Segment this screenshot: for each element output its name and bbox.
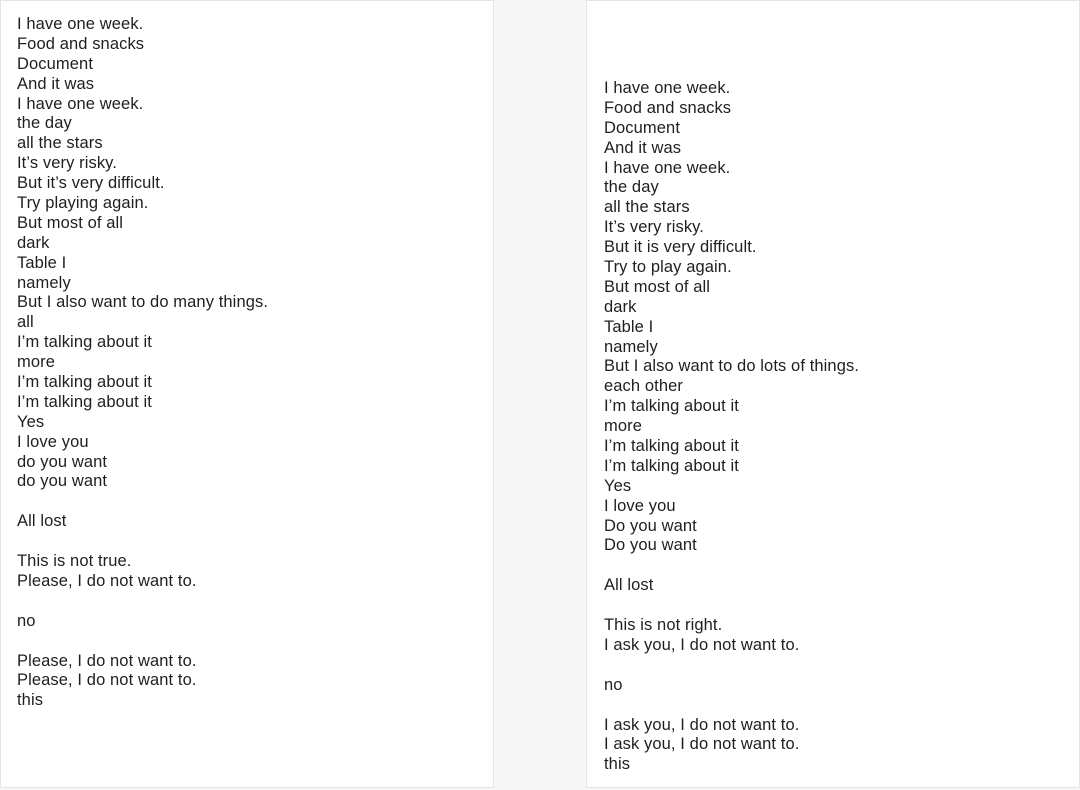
text-line: no <box>17 611 36 630</box>
text-line: this <box>604 755 631 774</box>
text-line: all the stars <box>604 198 690 217</box>
text-line: each other <box>604 377 683 396</box>
text-line: Table I <box>604 317 654 336</box>
text-line: This is not true. <box>17 552 132 571</box>
text-line: Document <box>17 54 94 73</box>
text-line: more <box>604 417 642 436</box>
text-line: And it was <box>604 138 682 157</box>
text-line: I have one week. <box>17 94 144 113</box>
text-line: I’m talking about it <box>17 392 152 411</box>
text-line: I have one week. <box>604 79 731 97</box>
text-line: It’s very risky. <box>17 154 117 173</box>
text-line <box>17 532 268 552</box>
text-line: I have one week. <box>17 15 144 33</box>
text-line: Please, I do not want to. <box>17 651 197 670</box>
text-line: It’s very risky. <box>604 218 704 237</box>
text-line: I love you <box>604 496 676 515</box>
text-line <box>604 656 859 676</box>
text-line: Yes <box>604 476 632 495</box>
text-line: Document <box>604 118 681 137</box>
text-line: I love you <box>17 432 89 451</box>
text-line <box>604 596 859 616</box>
text-line: I ask you, I do not want to. <box>604 715 800 734</box>
text-line: I’m talking about it <box>604 456 739 475</box>
text-line <box>604 696 859 716</box>
text-line: Food and snacks <box>17 34 145 53</box>
text-line <box>17 632 268 652</box>
text-line: do you want <box>17 452 108 471</box>
text-line: this <box>17 691 44 710</box>
right-text-block <box>604 79 859 775</box>
text-line: But most of all <box>604 277 711 296</box>
text-line: This is not right. <box>604 616 723 635</box>
text-line: I’m talking about it <box>17 373 152 392</box>
text-line: Yes <box>17 412 45 431</box>
text-line: I’m talking about it <box>604 397 739 416</box>
text-line: I ask you, I do not want to. <box>604 635 800 654</box>
text-line: all the stars <box>17 134 103 153</box>
text-line: But I also want to do many things. <box>17 293 269 312</box>
text-line: Table I <box>17 253 67 272</box>
text-line <box>604 556 859 576</box>
text-line: Do you want <box>604 536 697 555</box>
text-line: All lost <box>17 512 67 531</box>
text-line: Do you want <box>604 516 697 535</box>
text-line: Try to play again. <box>604 258 732 277</box>
text-line: I ask you, I do not want to. <box>604 735 800 754</box>
text-line: But it is very difficult. <box>604 238 757 257</box>
text-line: I’m talking about it <box>17 333 152 352</box>
text-line: do you want <box>17 472 108 491</box>
text-line: the day <box>604 178 659 197</box>
text-line: All lost <box>604 576 654 595</box>
text-line <box>17 492 268 512</box>
text-line: dark <box>17 233 50 252</box>
text-line: Food and snacks <box>604 98 732 117</box>
text-line: But I also want to do lots of things. <box>604 357 860 376</box>
text-line: Please, I do not want to. <box>17 671 197 690</box>
text-line: I have one week. <box>604 158 731 177</box>
text-line: Please, I do not want to. <box>17 571 197 590</box>
text-line: namely <box>17 273 71 292</box>
text-line: dark <box>604 297 637 316</box>
text-line: I’m talking about it <box>604 437 739 456</box>
text-line: But it’s very difficult. <box>17 174 165 193</box>
right-document-page <box>586 0 1080 788</box>
text-line: Try playing again. <box>17 194 149 213</box>
text-line: But most of all <box>17 213 124 232</box>
text-line <box>17 592 268 612</box>
text-line: all <box>17 313 34 332</box>
text-line: more <box>17 353 55 372</box>
text-line: the day <box>17 114 72 133</box>
text-line: no <box>604 675 623 694</box>
left-text-block <box>17 15 268 711</box>
text-line: And it was <box>17 74 95 93</box>
left-document-page <box>0 0 494 788</box>
text-line: namely <box>604 337 658 356</box>
